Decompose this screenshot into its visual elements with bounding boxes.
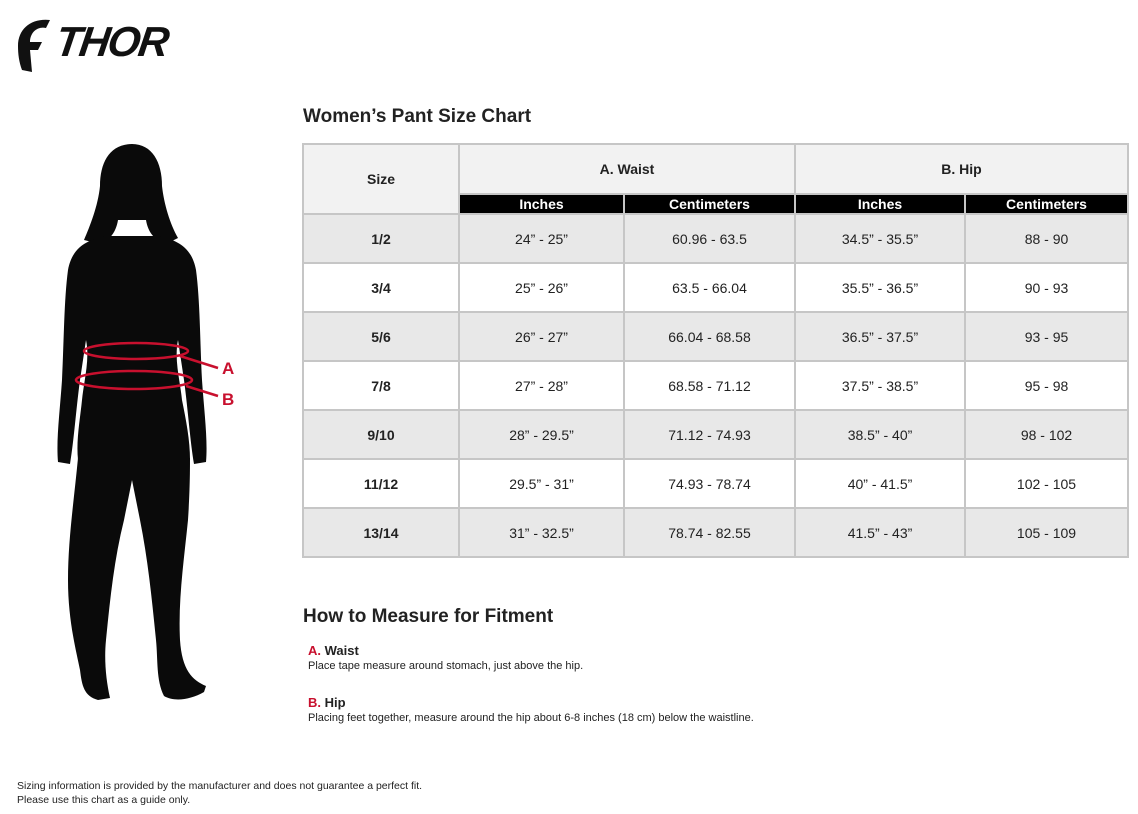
measure-item-letter: B.	[308, 695, 321, 710]
size-cell: 7/8	[303, 361, 459, 410]
hip-inches-cell: 40” - 41.5”	[795, 459, 965, 508]
table-row	[303, 312, 1128, 361]
hip-inches-cell: 37.5” - 38.5”	[795, 361, 965, 410]
waist-inches-cell: 29.5” - 31”	[459, 459, 624, 508]
measure-item-heading	[308, 643, 583, 658]
table-row	[303, 410, 1128, 459]
size-chart-table	[302, 143, 1129, 558]
waist-inches-header: Inches	[459, 194, 624, 214]
waist-cm-cell: 63.5 - 66.04	[624, 263, 795, 312]
waist-inches-cell: 25” - 26”	[459, 263, 624, 312]
size-cell: 5/6	[303, 312, 459, 361]
thor-logo	[16, 16, 188, 76]
hip-inches-cell: 41.5” - 43”	[795, 508, 965, 557]
hip-cm-cell: 102 - 105	[965, 459, 1128, 508]
measure-item-desc: Placing feet together, measure around the hip about 6-8 inches (18 cm) below the waistline.	[308, 712, 754, 724]
hip-inches-cell: 34.5” - 35.5”	[795, 214, 965, 263]
hip-inches-cell: 38.5” - 40”	[795, 410, 965, 459]
size-cell: 3/4	[303, 263, 459, 312]
hip-cm-cell: 98 - 102	[965, 410, 1128, 459]
measure-item-name: Hip	[324, 695, 346, 710]
measure-item-name: Waist	[324, 643, 359, 658]
waist-inches-cell: 24” - 25”	[459, 214, 624, 263]
size-cell: 13/14	[303, 508, 459, 557]
disclaimer	[17, 779, 422, 807]
hip-inches-cell: 35.5” - 36.5”	[795, 263, 965, 312]
hip-cm-cell: 90 - 93	[965, 263, 1128, 312]
marker-b: B	[222, 390, 235, 409]
table-row	[303, 263, 1128, 312]
table-row	[303, 214, 1128, 263]
measure-item-waist	[308, 643, 583, 672]
size-column-header: Size	[303, 144, 459, 214]
measure-title: How to Measure for Fitment	[303, 606, 554, 627]
marker-a: A	[222, 359, 235, 378]
hip-cm-cell: 88 - 90	[965, 214, 1128, 263]
size-cell: 1/2	[303, 214, 459, 263]
measure-item-hip	[308, 695, 754, 724]
waist-cm-cell: 74.93 - 78.74	[624, 459, 795, 508]
waist-inches-cell: 26” - 27”	[459, 312, 624, 361]
waist-inches-cell: 28” - 29.5”	[459, 410, 624, 459]
measure-item-desc: Place tape measure around stomach, just above the hip.	[308, 660, 584, 672]
hip-cm-cell: 95 - 98	[965, 361, 1128, 410]
size-cell: 11/12	[303, 459, 459, 508]
helmet-icon	[16, 16, 56, 74]
waist-cm-cell: 78.74 - 82.55	[624, 508, 795, 557]
waist-cm-header: Centimeters	[624, 194, 795, 214]
hip-group-header: B. Hip	[795, 144, 1128, 194]
waist-inches-cell: 31” - 32.5”	[459, 508, 624, 557]
waist-group-header: A. Waist	[459, 144, 795, 194]
waist-inches-cell: 27” - 28”	[459, 361, 624, 410]
table-row	[303, 361, 1128, 410]
hip-cm-cell: 93 - 95	[965, 312, 1128, 361]
waist-cm-cell: 60.96 - 63.5	[624, 214, 795, 263]
disclaimer-line: Sizing information is provided by the manufacturer and does not guarantee a perfect fit.	[17, 780, 423, 792]
table-row	[303, 459, 1128, 508]
waist-cm-cell: 66.04 - 68.58	[624, 312, 795, 361]
body-silhouette	[40, 140, 250, 710]
waist-cm-cell: 71.12 - 74.93	[624, 410, 795, 459]
hip-inches-cell: 36.5” - 37.5”	[795, 312, 965, 361]
hip-inches-header: Inches	[795, 194, 965, 214]
size-cell: 9/10	[303, 410, 459, 459]
brand-wordmark: THOR	[52, 18, 171, 65]
chart-title: Women’s Pant Size Chart	[303, 106, 532, 127]
table-row	[303, 508, 1128, 557]
measure-item-heading	[308, 695, 754, 710]
waist-cm-cell: 68.58 - 71.12	[624, 361, 795, 410]
disclaimer-line: Please use this chart as a guide only.	[17, 794, 191, 806]
hip-cm-cell: 105 - 109	[965, 508, 1128, 557]
hip-cm-header: Centimeters	[965, 194, 1128, 214]
measure-item-letter: A.	[308, 643, 321, 658]
